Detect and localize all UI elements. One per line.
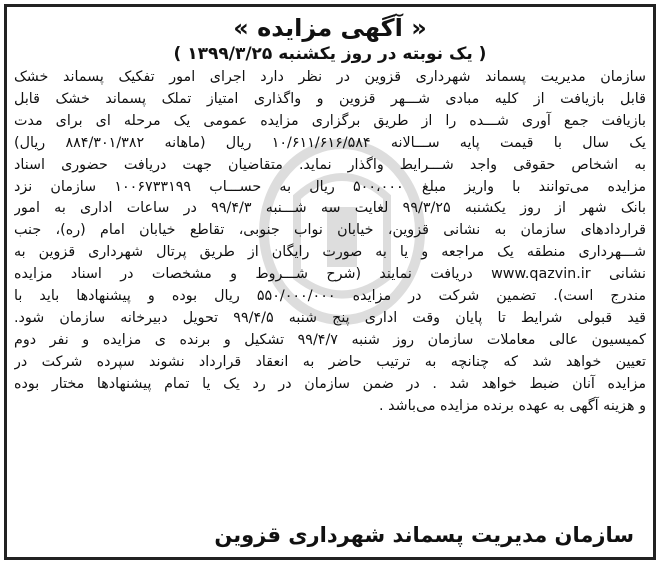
notice-title: « آگهی مزایده » bbox=[233, 14, 427, 42]
body-line: قید قبولی شرایط تا پایان وقت اداری پنج شنبه ۹۹/۴/۵ تحویل دبیرخانه سازمان شود. bbox=[14, 309, 646, 326]
body-line: بازیافت جمع آوری شـــده را از طریق برگزاری مزایده عمومی یک مرحله ای برای مدت bbox=[14, 112, 646, 129]
body-line: شـــهرداری منطقه یک مراجعه و یا به صورت رایگان از طریق پرتال شهرداری قزوین به bbox=[14, 244, 646, 261]
body-line: مزایده می‌توانند با واریز مبلغ ۵۰۰،۰۰۰ ریال به حســـاب ۱۰۰۶۷۳۳۱۹۹ سازمان نزد bbox=[14, 178, 646, 195]
notice-subtitle: ( یک نوبته در روز یکشنبه ۱۳۹۹/۳/۲۵ ) bbox=[173, 44, 487, 64]
body-line: قابل بازیافت از کلیه مبادی شـــهر قزوین و واگذاری امتیاز تملک پسماند خشک قابل bbox=[14, 90, 646, 107]
body-line: مزایده آنان ضبط خواهد شد . در ضمن سازمان در رد یک یا تمام پیشنهادها مختار بوده bbox=[14, 375, 646, 392]
body-line: به اشخاص حقوقی واجد شـــرایط واگذار نماید. متقاضیان جهت دریافت حضوری اسناد bbox=[14, 156, 646, 173]
body-line: و هزینه آگهی به عهده برنده مزایده می‌باشد . bbox=[379, 397, 646, 414]
body-line: کمیسیون عالی معاملات سازمان روز شنبه ۹۹/۴/۷ تشکیل و برنده ی مزایده و نفر دوم bbox=[14, 331, 646, 348]
body-line: تعیین خواهد شد که چنانچه به ترتیب حاضر به انعقاد قرارداد نشوند سپرده شرکت در bbox=[14, 353, 646, 370]
body-line: قراردادهای سازمان به نشانی قزوین، خیابان نواب جنوبی، تقاطع خیابان امام (ره)، جنب bbox=[14, 222, 646, 239]
notice-body bbox=[14, 67, 646, 418]
body-line: نشانی www.qazvin.ir دریافت نمایند (شرح شـــروط و مشخصات در اسناد مزایده bbox=[14, 266, 646, 283]
notice-frame bbox=[4, 4, 656, 560]
body-line: بانک شهر از روز یکشنبه ۹۹/۳/۲۵ لغایت سه شـــنبه ۹۹/۴/۳ در ساعات اداری به امور bbox=[14, 200, 646, 217]
body-line: مندرج است). تضمین شرکت در مزایده ۵۵۰/۰۰۰/۰۰۰ ریال بوده و پیشنهادها باید با bbox=[14, 288, 646, 305]
signature: سازمان مدیریت پسماند شهرداری قزوین bbox=[214, 523, 634, 547]
body-line: یک سال با قیمت پایه ســـالانه ۱۰/۶۱۱/۶۱۶/۵۸۴ ریال (ماهانه ۸۸۴/۳۰۱/۳۸۲ ریال) bbox=[14, 134, 646, 151]
notice-content bbox=[14, 13, 646, 551]
body-line: سازمان مدیریت پسماند شهرداری قزوین در نظر دارد اجرای امور تفکیک پسماند خشک bbox=[14, 69, 646, 85]
